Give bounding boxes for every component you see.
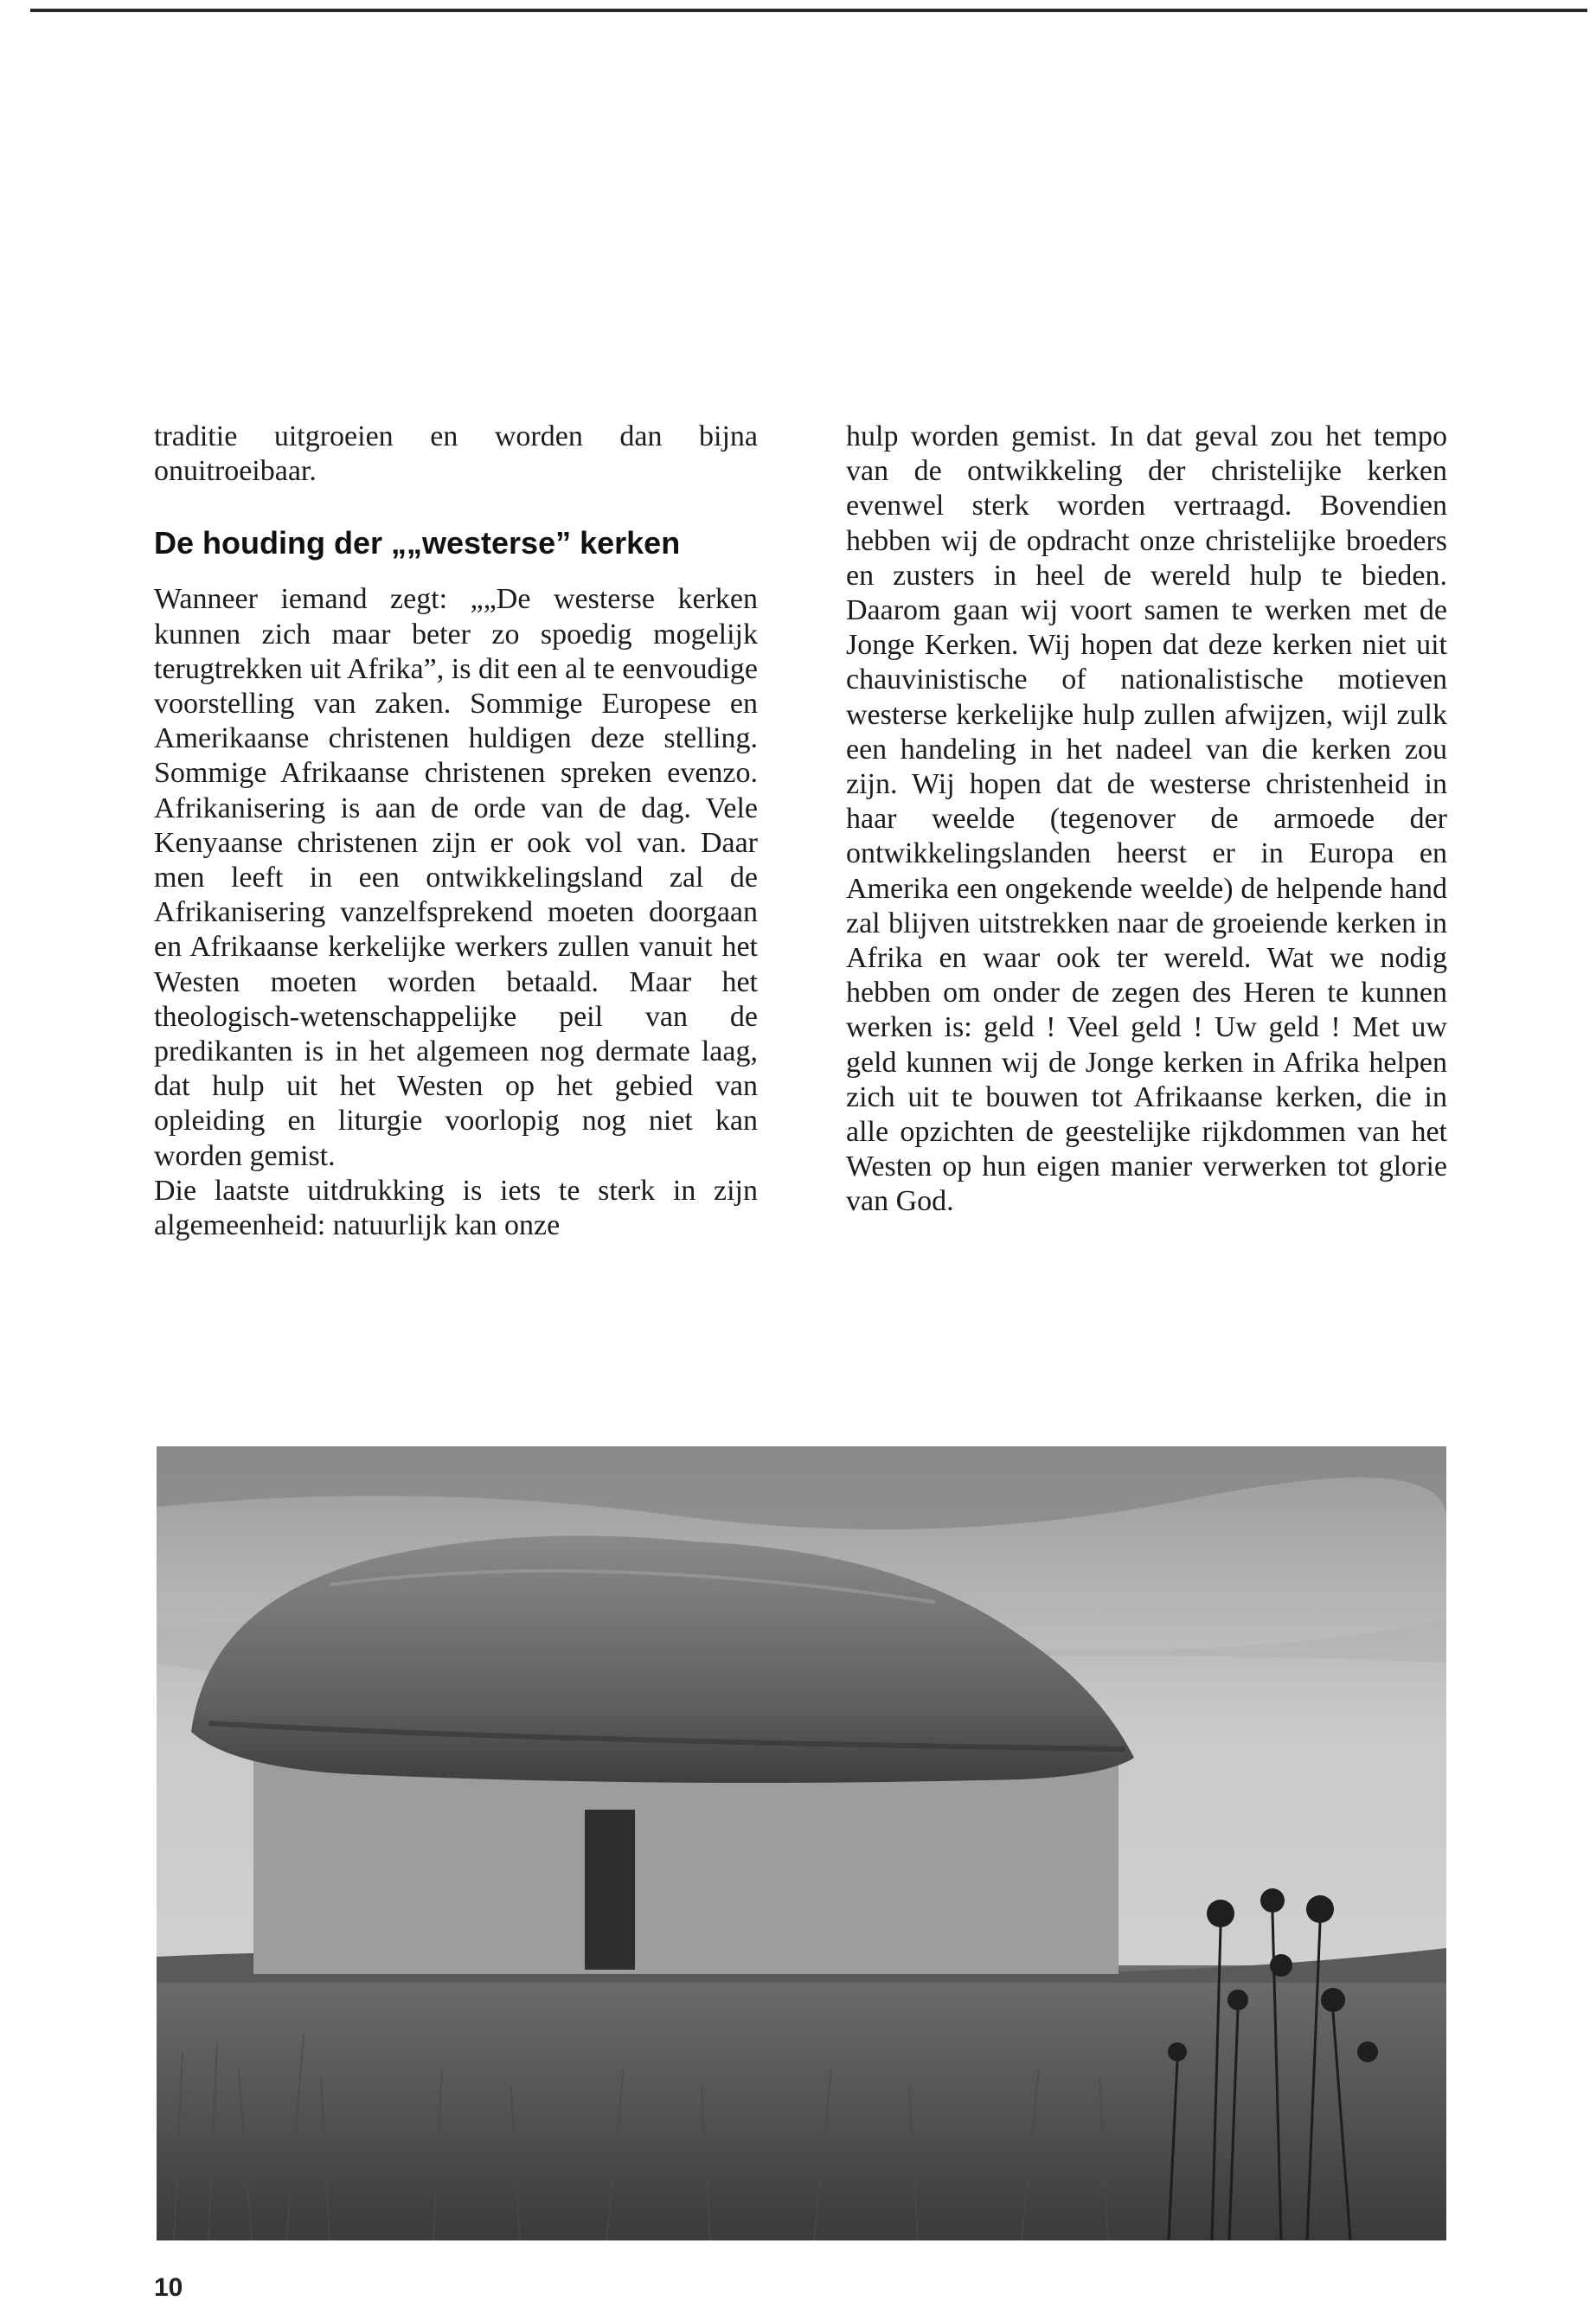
body-paragraph-1: Wanneer iemand zegt: „„De westerse kerken kunnen zich maar beter zo spoedig mogelijk terugtrekken uit Afrika”, is dit een al te eenvoudige voorstelling van zaken. Sommige Europese en Amerikaanse christenen huldigen deze stelling. Sommige Afrikaanse christenen spreken evenzo. Afrikanisering is aan de orde van de dag. Vele Kenyaanse christenen zijn er ook vol van. Daar men leeft in een ontwikkelingsland zal de Afrikanisering vanzelfsprekend moeten doorgaan en Afrikaanse kerkelijke werkers zullen vanuit het Westen moeten worden betaald. Maar het theologisch-wetenschappelijke peil van de predikanten is in het algemeen nog dermate laag, dat hulp uit het Westen op het gebied van opleiding en liturgie voorlopig nog niet kan worden gemist. [154,583,758,1172]
right-column [846,420,1447,1220]
page-number: 10 [154,2273,183,2301]
section-heading: De houding der „„westerse” kerken [154,525,681,561]
hut-door [585,1810,635,1970]
hut-photo-image [157,1446,1446,2240]
hut-photo [157,1446,1446,2240]
intro-paragraph: traditie uitgroeien en worden dan bijna onuitroeibaar. [154,420,758,488]
left-column [154,420,758,1243]
field [157,1965,1446,2240]
body-paragraph-3: hulp worden gemist. In dat geval zou het tempo van de ontwikkeling der christelijke kerken evenwel sterk worden vertraagd. Bovendien hebben wij de opdracht onze christelijke broeders en zusters in heel de wereld hulp te bieden. Daarom gaan wij voort samen te werken met de Jonge Kerken. Wij hopen dat deze kerken niet uit chauvinistische of nationalistische motieven westerse kerkelijke hulp zullen afwijzen, wijl zulk een handeling in het nadeel van die kerken zou zijn. Wij hopen dat de westerse christenheid in haar weelde (tegenover de armoede der ontwikkelingslanden heerst er in Europa en Amerika een ongekende weelde) de helpende hand zal blijven uitstrekken naar de groeiende kerken in Afrika en waar ook ter wereld. Wat we nodig hebben om onder de zegen des Heren te kunnen werken is: geld ! Veel geld ! Uw geld ! Met uw geld kunnen wij de Jonge kerken in Afrika helpen zich uit te bouwen tot Afrikaanse kerken, die in alle opzichten de geestelijke rijkdommen van het Westen op hun eigen manier verwerken tot glorie van God. [846,420,1447,1218]
body-paragraph-2: Die laatste uitdrukking is iets te sterk in zijn algemeenheid: natuurlijk kan onze [154,1174,758,1242]
top-rule [30,9,1587,12]
